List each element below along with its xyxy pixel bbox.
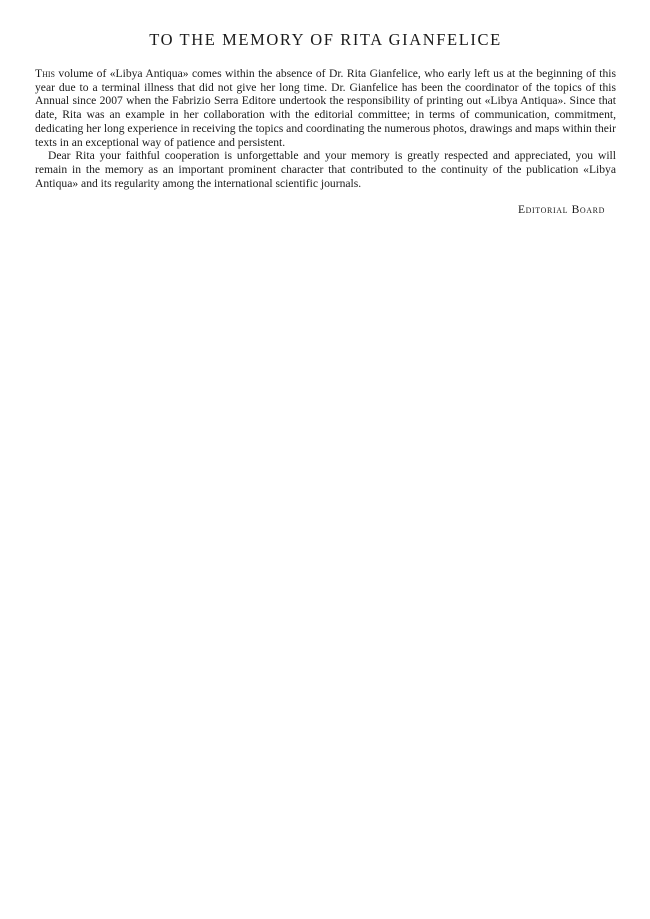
paragraph-first bbox=[35, 67, 616, 149]
signature: Editorial Board bbox=[517, 203, 605, 217]
paragraph-first-text: volume of «Libya Antiqua» comes within the absence of Dr. Rita Gianfelice, who early left us at the beginning of this year due to a terminal illness that did not give her long time. Dr. Gianfelice has been the coordinator of the topics of this Annual since 2007 when the Fabrizio Serra Editore undertook the responsibility of printing out «Libya Antiqua». Since that date, Rita was an example in her collaboration with the editorial committee; in terms of communication, commitment, dedicating her long experience in receiving the topics and coordinating the numerous photos, drawings and maps within their texts in an exceptional way of patience and persistent. bbox=[35, 67, 616, 149]
memorial-page bbox=[35, 30, 616, 217]
paragraph-lead-word: This bbox=[35, 67, 55, 80]
paragraph-second: Dear Rita your faithful cooperation is unforgettable and your memory is greatly respected and appreciated, you will remain in the memory as an important prominent character that contributed to the continuity of the publication «Libya Antiqua» and its regularity among the international scientific journals. bbox=[35, 149, 616, 190]
page-title: TO THE MEMORY OF RITA GIANFELICE bbox=[149, 30, 502, 49]
